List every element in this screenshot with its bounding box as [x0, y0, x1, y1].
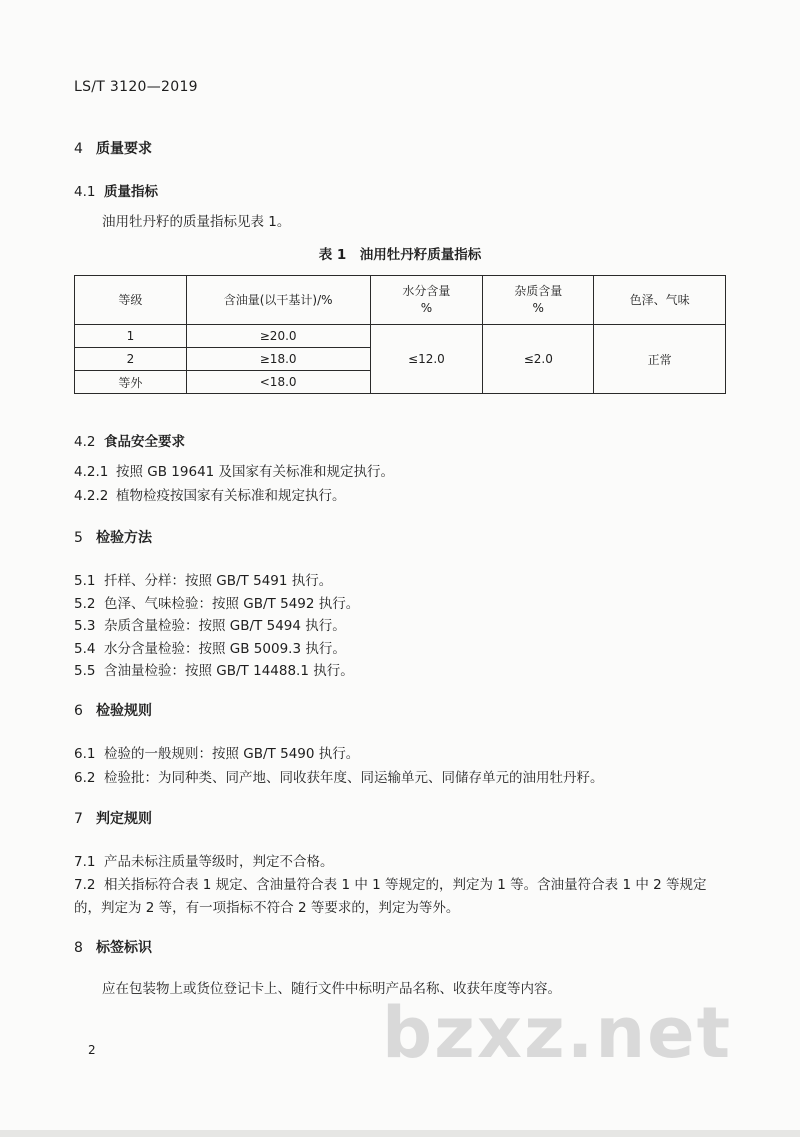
section-4-heading: [74, 138, 152, 158]
item-number: 5.2: [74, 596, 96, 612]
list-item: [74, 637, 346, 657]
list-item: [74, 614, 346, 634]
cell-moisture: ≤12.0: [370, 325, 483, 394]
list-item: [74, 766, 604, 786]
header-grade: 等级: [75, 276, 187, 325]
list-item: [74, 460, 394, 480]
table-header-row: [75, 276, 726, 325]
item-text: 检验批：为同种类、同产地、同收获年度、同运输单元、同储存单元的油用牡丹籽。: [104, 770, 604, 786]
item-text: 按照 GB 19641 及国家有关标准和规定执行。: [116, 464, 395, 480]
list-item: [74, 592, 359, 612]
list-item-continuation: 的，判定为 2 等，有一项指标不符合 2 等要求的，判定为等外。: [74, 900, 460, 916]
header-impurity-unit: %: [532, 301, 544, 315]
item-number: 5.1: [74, 573, 96, 589]
header-impurity-label: 杂质含量: [514, 284, 563, 298]
item-number: 4.2.2: [74, 488, 109, 504]
header-impurity: [483, 276, 594, 325]
header-moisture-label: 水分含量: [402, 284, 451, 298]
cell-oil: <18.0: [186, 371, 370, 394]
section-4-1-heading: [74, 180, 158, 200]
list-item: [74, 569, 332, 589]
item-number: 7.2: [74, 877, 96, 893]
section-4-1-number: 4.1: [74, 184, 96, 200]
section-7-number: 7: [74, 811, 83, 827]
list-item: [74, 850, 334, 870]
section-4-title: 质量要求: [96, 141, 152, 157]
section-5-number: 5: [74, 530, 83, 546]
table-caption: 表 1 油用牡丹籽质量指标: [318, 247, 482, 263]
cell-oil: ≥18.0: [186, 348, 370, 371]
item-text: 水分含量检验：按照 GB 5009.3 执行。: [104, 641, 346, 657]
item-number: 5.5: [74, 663, 96, 679]
item-text: 含油量检验：按照 GB/T 14488.1 执行。: [104, 663, 354, 679]
item-number: 6.2: [74, 770, 96, 786]
section-8-number: 8: [74, 940, 83, 956]
section-4-number: 4: [74, 141, 83, 157]
section-5-heading: [74, 527, 152, 547]
section-6-title: 检验规则: [96, 703, 152, 719]
section-7-heading: [74, 808, 152, 828]
list-item: [74, 873, 707, 893]
item-text: 杂质含量检验：按照 GB/T 5494 执行。: [104, 618, 346, 634]
section-4-2-heading: [74, 430, 185, 450]
section-4-2-title: 食品安全要求: [104, 434, 185, 450]
quality-table: [74, 275, 726, 394]
cell-oil: ≥20.0: [186, 325, 370, 348]
item-text: 相关指标符合表 1 规定、含油量符合表 1 中 1 等规定的，判定为 1 等。含油量符合表 1 中 2 等规定: [104, 877, 707, 893]
list-item: [74, 659, 354, 679]
item-number: 4.2.1: [74, 464, 109, 480]
cell-grade: 2: [75, 348, 187, 371]
cell-grade: 等外: [75, 371, 187, 394]
section-4-1-title: 质量指标: [104, 184, 158, 200]
item-number: 5.4: [74, 641, 96, 657]
page-bottom-edge: [0, 1130, 800, 1137]
page-number: 2: [88, 1043, 96, 1057]
cell-grade: 1: [75, 325, 187, 348]
cell-color-odor: 正常: [594, 325, 726, 394]
item-text: 检验的一般规则：按照 GB/T 5490 执行。: [104, 746, 360, 762]
section-5-title: 检验方法: [96, 530, 152, 546]
list-item: [74, 484, 346, 504]
section-4-1-text: 油用牡丹籽的质量指标见表 1。: [102, 214, 291, 230]
section-8-title: 标签标识: [96, 940, 152, 956]
section-7-title: 判定规则: [96, 811, 152, 827]
standard-number: LS/T 3120—2019: [74, 79, 198, 95]
item-number: 5.3: [74, 618, 96, 634]
section-4-2-number: 4.2: [74, 434, 96, 450]
list-item: [74, 742, 359, 762]
header-oil-content: 含油量(以干基计)/%: [186, 276, 370, 325]
table-row: [75, 325, 726, 348]
item-text: 扦样、分样：按照 GB/T 5491 执行。: [104, 573, 333, 589]
section-8-text: 应在包装物上或货位登记卡上、随行文件中标明产品名称、收获年度等内容。: [102, 981, 561, 997]
section-6-heading: [74, 700, 152, 720]
header-color-odor: 色泽、气味: [594, 276, 726, 325]
section-6-number: 6: [74, 703, 83, 719]
item-number: 7.1: [74, 854, 96, 870]
item-text: 产品未标注质量等级时，判定不合格。: [104, 854, 334, 870]
header-moisture-unit: %: [420, 301, 433, 315]
item-text: 色泽、气味检验：按照 GB/T 5492 执行。: [104, 596, 360, 612]
item-text: 植物检疫按国家有关标准和规定执行。: [116, 488, 346, 504]
watermark: bzxz.net: [382, 992, 733, 1074]
section-8-heading: [74, 937, 152, 957]
item-number: 6.1: [74, 746, 96, 762]
header-moisture: [370, 276, 483, 325]
cell-impurity: ≤2.0: [483, 325, 594, 394]
